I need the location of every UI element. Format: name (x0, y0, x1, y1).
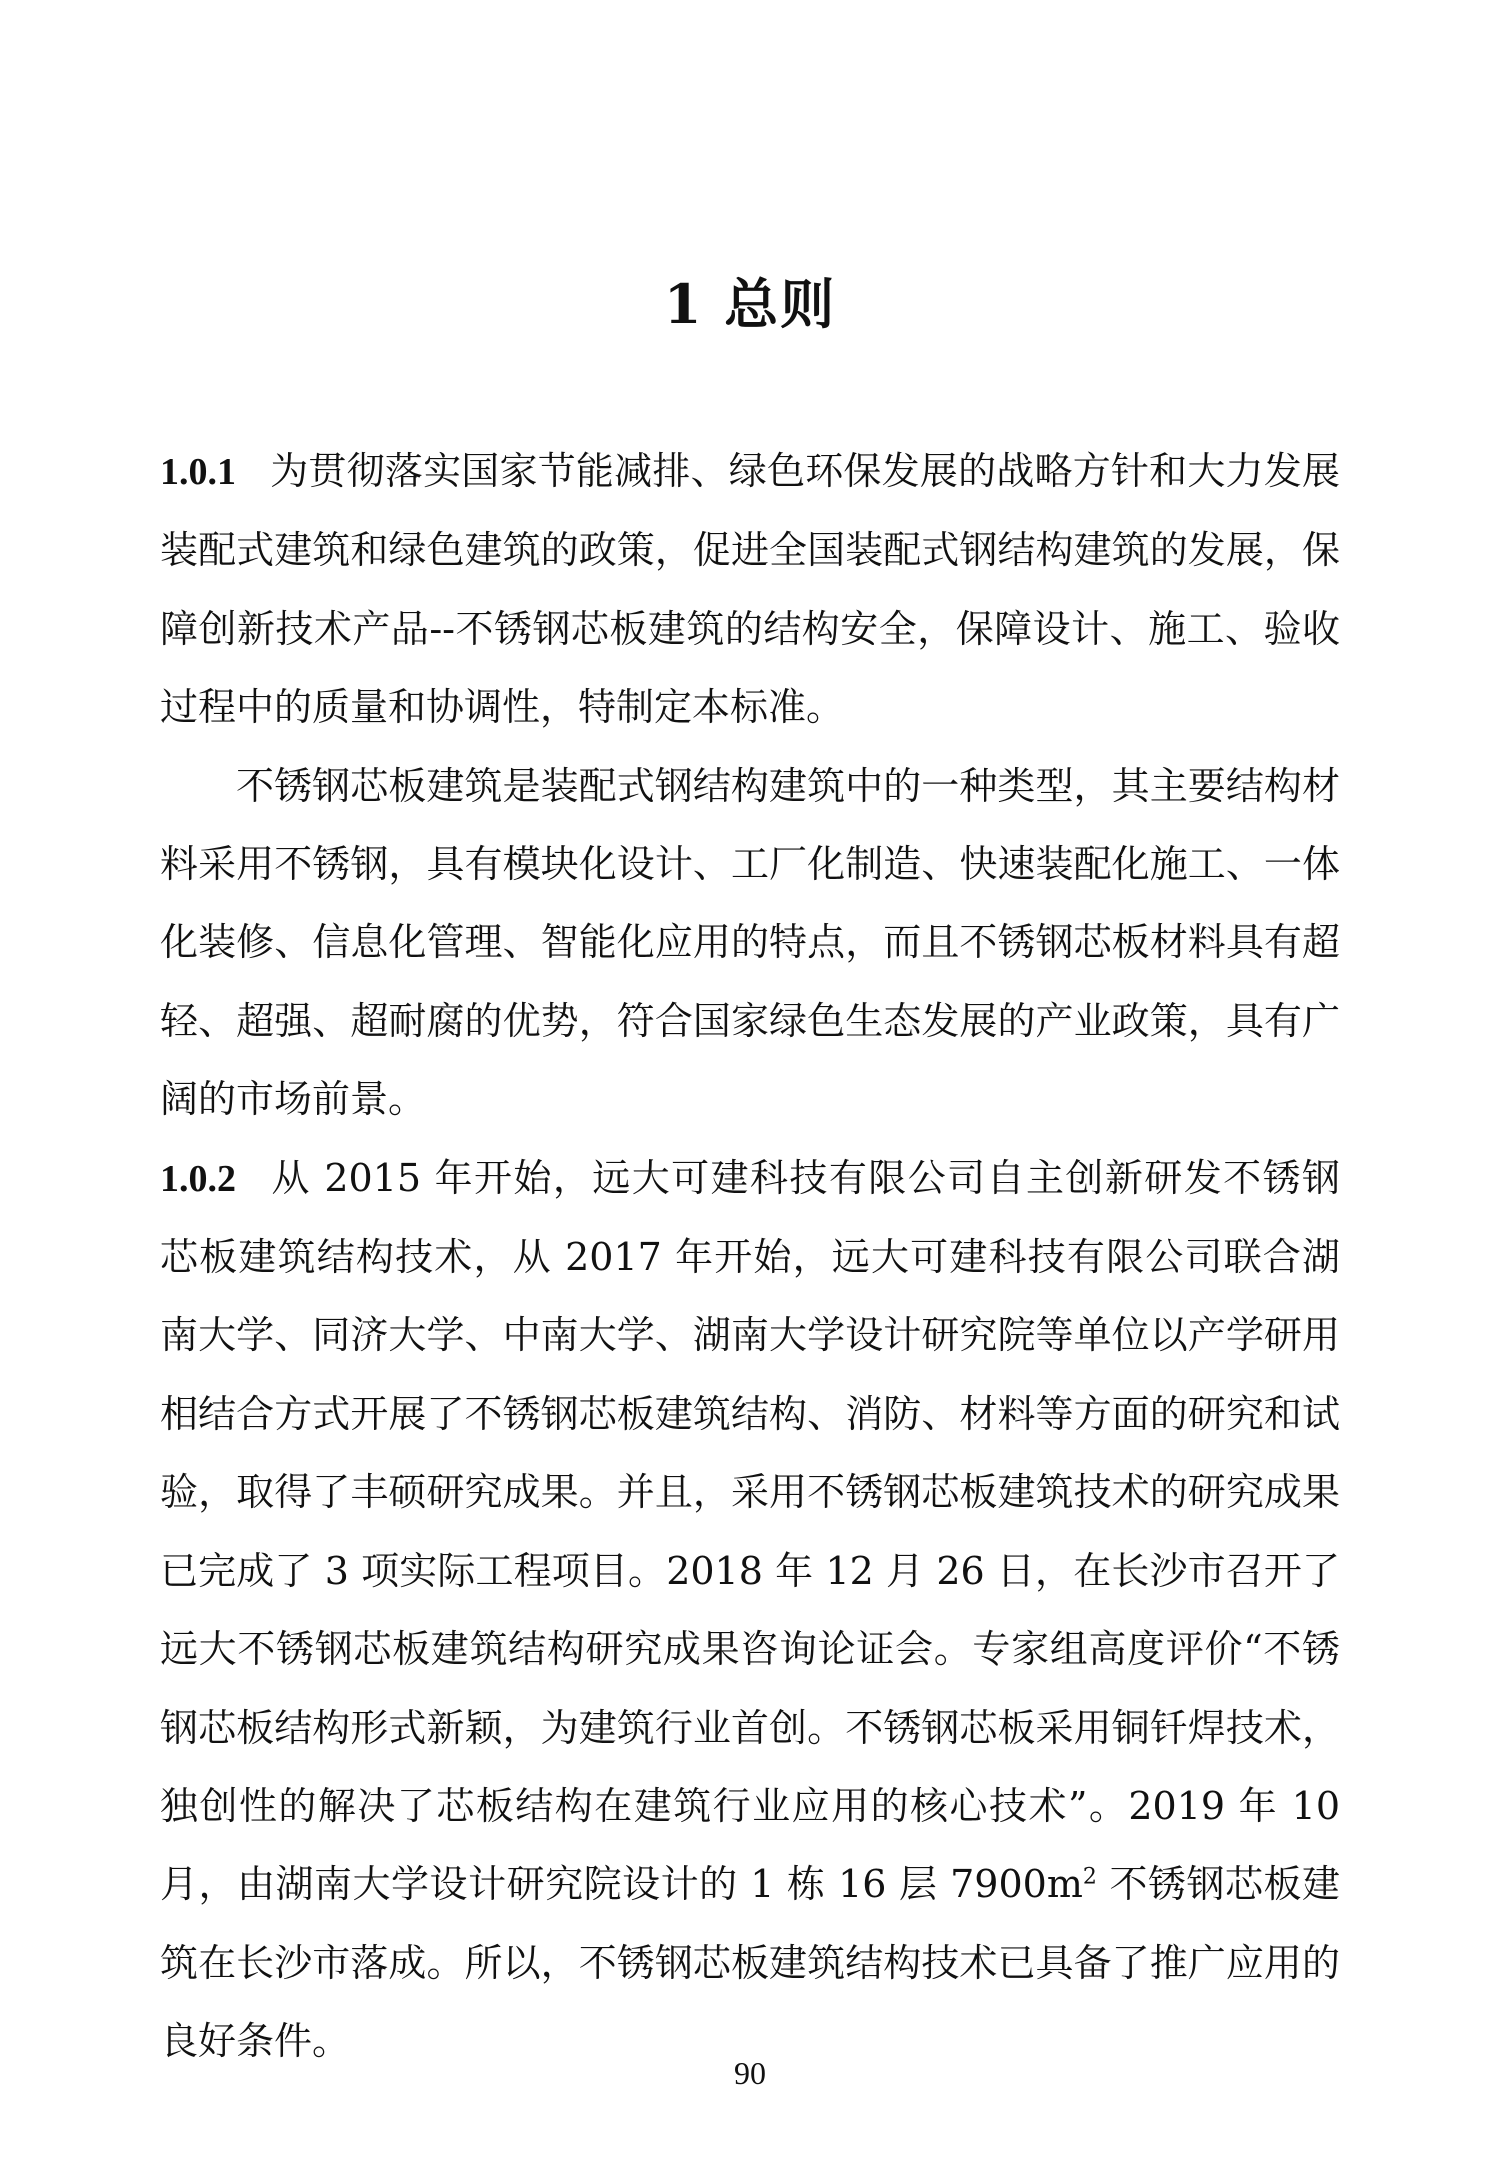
body-text (160, 432, 1340, 2081)
clause-text: 为贯彻落实国家节能减排、绿色环保发展的战略方针和大力发展装配式建筑和绿色建筑的政策，促进全国装配式钢结构建筑的发展，保障创新技术产品--不锈钢芯板建筑的结构安全，保障设计、施工、验收过程中的质量和协调性，特制定本标准。 (160, 449, 1340, 730)
superscript: 2 (1082, 1864, 1097, 1890)
clause-number: 1.0.2 (160, 1157, 236, 1200)
clause-text-continued: 不锈钢芯板建筑在长沙市落成。所以，不锈钢芯板建筑结构技术已具备了推广应用的良好条件。 (160, 1862, 1340, 2064)
chapter-title: 1 总则 (663, 272, 837, 336)
clause-text: 从 2015 年开始，远大可建科技有限公司自主创新研发不锈钢芯板建筑结构技术，从 2017 年开始，远大可建科技有限公司联合湖南大学、同济大学、中南大学、湖南大学设计研究院等单位以产学研用相结合方式开展了不锈钢芯板建筑结构、消防、材料等方面的研究和试验，取得了丰硕研究成果。并且，采用不锈钢芯板建筑技术的研究成果已完成了 3 项实际工程项目。2018 年 12 月 26 日，在长沙市召开了远大不锈钢芯板建筑结构研究成果咨询论证会。专家组高度评价“不锈钢芯板结构形式新颖，为建筑行业首创。不锈钢芯板采用铜钎焊技术，独创性的解决了芯板结构在建筑行业应用的核心技术”。2019 年 10 月，由湖南大学设计研究院设计的 1 栋 16 层 7900m (160, 1155, 1340, 1907)
clause-number: 1.0.1 (160, 451, 236, 493)
clause-1-0-1 (160, 432, 1340, 747)
page-number: 90 (734, 2055, 766, 2091)
clause-1-0-1-paragraph-2: 不锈钢芯板建筑是装配式钢结构建筑中的一种类型，其主要结构材料采用不锈钢，具有模块化设计、工厂化制造、快速装配化施工、一体化装修、信息化管理、智能化应用的特点，而且不锈钢芯板材料具有超轻、超强、超耐腐的优势，符合国家绿色生态发展的产业政策，具有广阔的市场前景。 (160, 763, 1340, 1122)
clause-1-0-2 (160, 1139, 1340, 2081)
